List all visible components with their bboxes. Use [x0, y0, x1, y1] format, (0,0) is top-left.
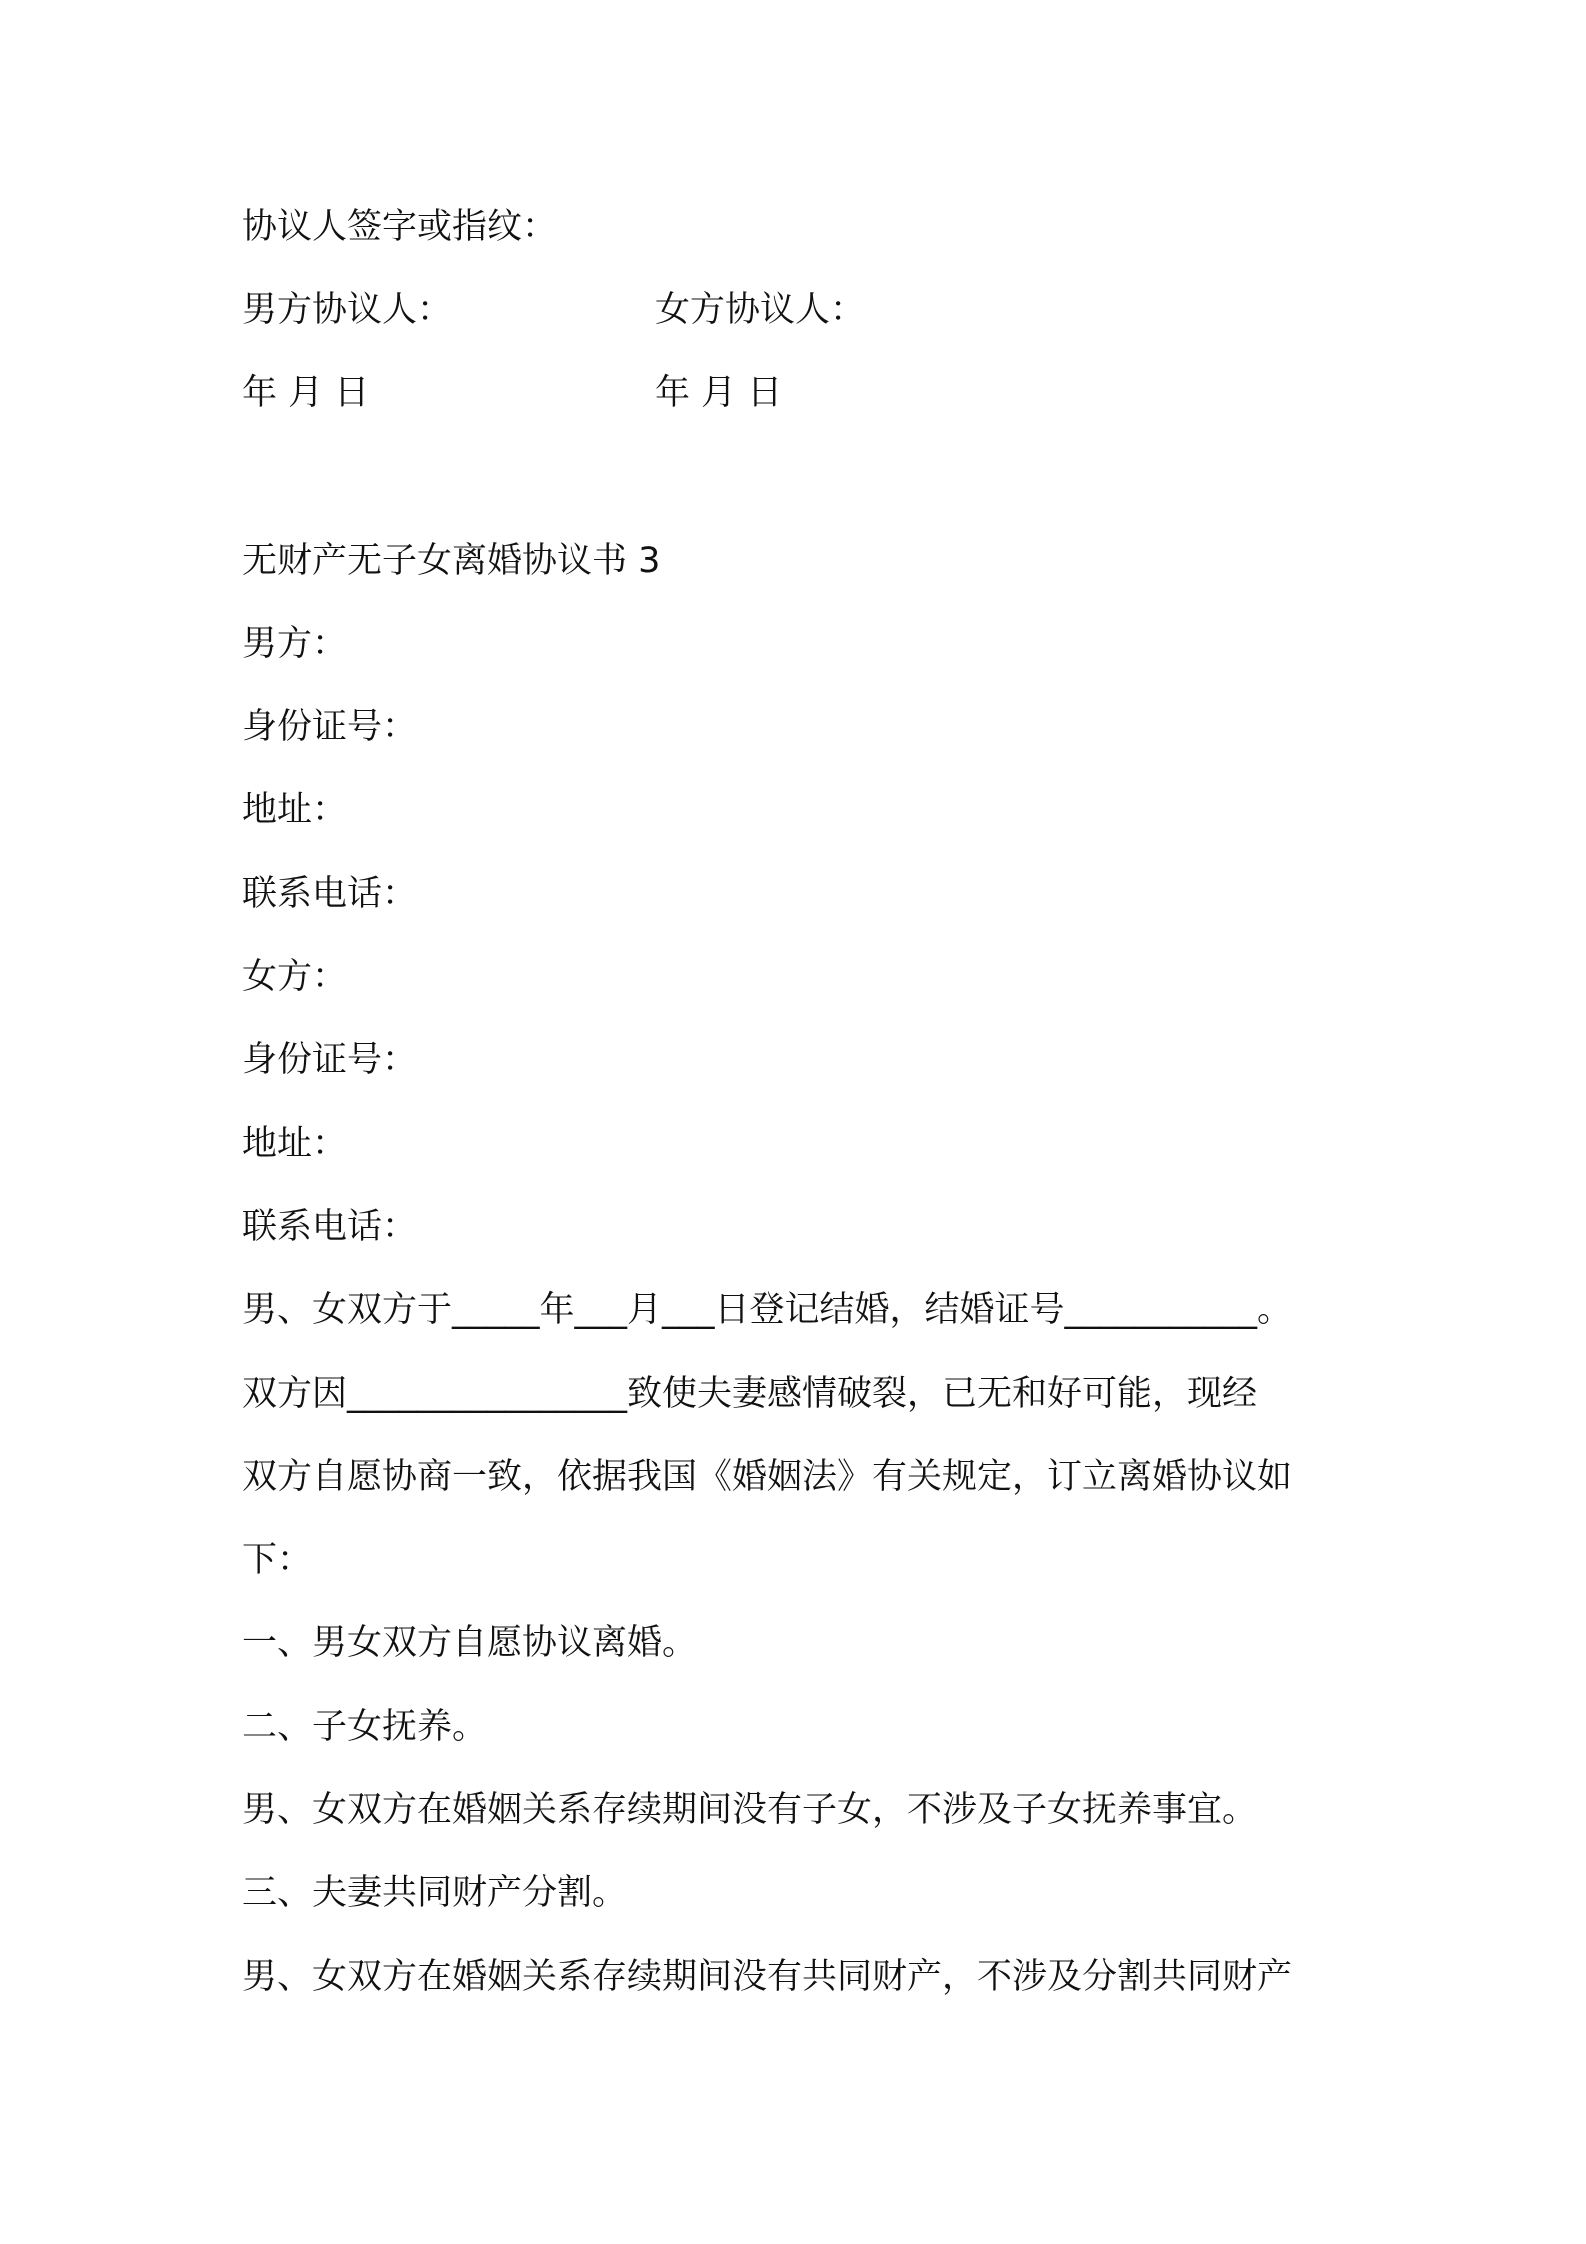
clause-three-heading: 三、夫妻共同财产分割。 [242, 1873, 628, 1913]
agreement-title: 无财产无子女离婚协议书 3 [242, 541, 661, 581]
female-signer-label: 女方协议人： [655, 290, 866, 330]
female-id-label: 身份证号： [242, 1040, 418, 1080]
male-sign-date: 年 月 日 [242, 373, 370, 413]
body-line-following: 下： [242, 1540, 313, 1580]
body-line-basis: 双方自愿协商一致，依据我国《婚姻法》有关规定，订立离婚协议如 [242, 1457, 1293, 1497]
clause-two-text: 男、女双方在婚姻关系存续期间没有子女，不涉及子女抚养事宜。 [242, 1790, 1258, 1830]
male-label: 男方： [242, 624, 348, 664]
body-line-reason: 双方因________________致使夫妻感情破裂，已无和好可能，现经 [242, 1374, 1258, 1414]
male-id-label: 身份证号： [242, 707, 418, 747]
female-address-label: 地址： [242, 1124, 348, 1164]
male-address-label: 地址： [242, 790, 348, 830]
male-phone-label: 联系电话： [242, 874, 418, 914]
female-phone-label: 联系电话： [242, 1207, 418, 1247]
clause-three-text: 男、女双方在婚姻关系存续期间没有共同财产，不涉及分割共同财产 [242, 1957, 1293, 1997]
body-line-marriage-date: 男、女双方于_____年___月___日登记结婚，结婚证号___________。 [242, 1290, 1293, 1330]
signature-heading: 协议人签字或指纹： [242, 207, 558, 247]
male-signer-label: 男方协议人： [242, 290, 453, 330]
clause-two-heading: 二、子女抚养。 [242, 1707, 488, 1747]
female-sign-date: 年 月 日 [655, 373, 783, 413]
female-label: 女方： [242, 957, 348, 997]
clause-one: 一、男女双方自愿协议离婚。 [242, 1623, 698, 1663]
